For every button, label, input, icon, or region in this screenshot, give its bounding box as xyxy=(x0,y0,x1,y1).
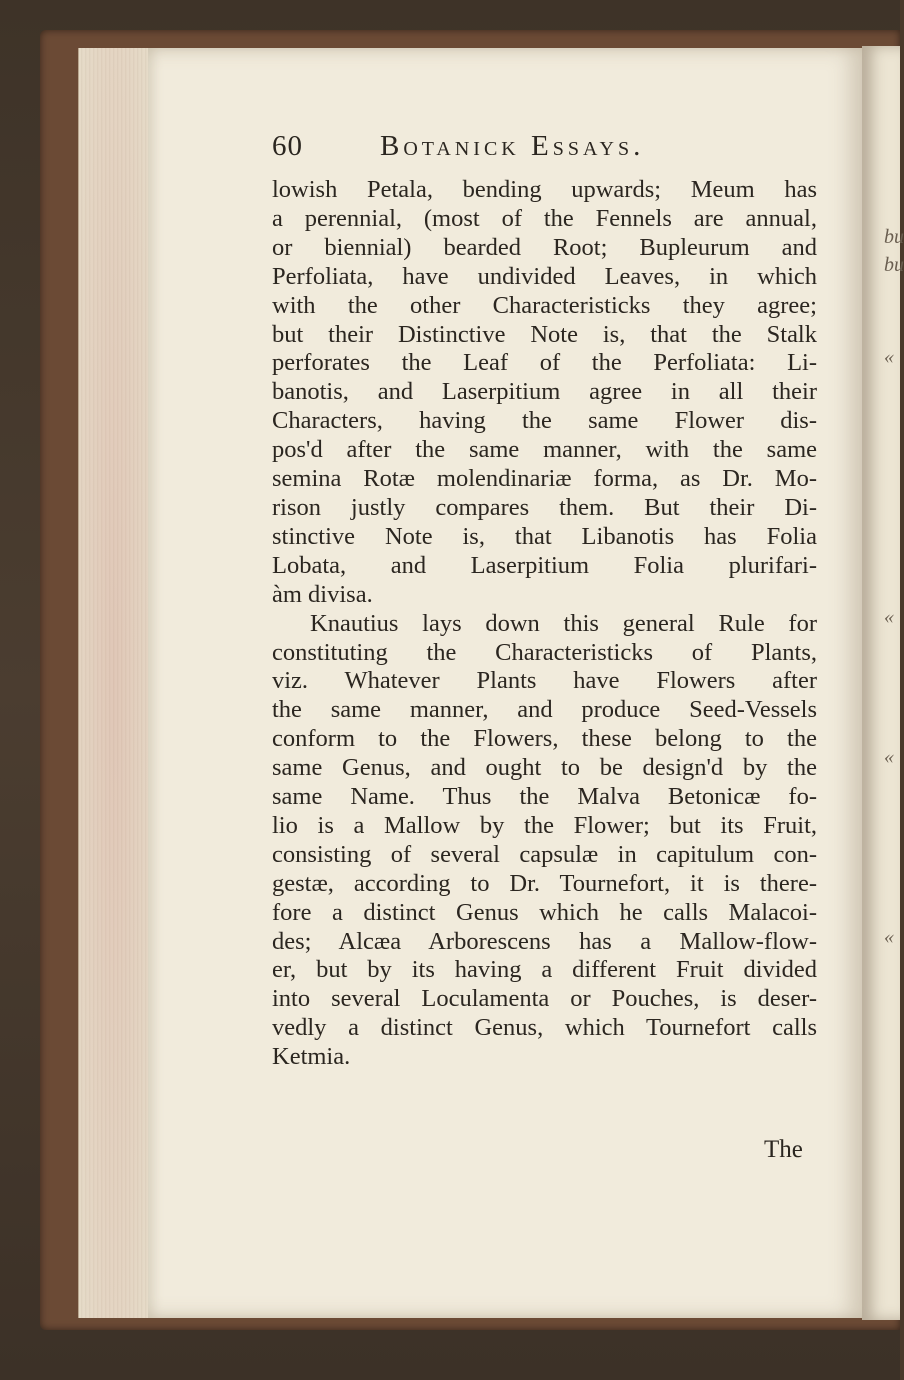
text-line: same Name. Thus the Malva Betonicæ fo- xyxy=(272,783,817,811)
text-line: stinctive Note is, that Libanotis has Folia xyxy=(272,522,817,550)
text-line: fore a distinct Genus which he calls Malacoi- xyxy=(272,898,817,926)
body-text xyxy=(272,176,817,1072)
text-line: the same manner, and produce Seed-Vessels xyxy=(272,696,817,724)
text-line: but their Distinctive Note is, that the Stalk xyxy=(272,320,817,348)
facing-page-fragment: « xyxy=(884,746,894,768)
text-line: conform to the Flowers, these belong to the xyxy=(272,725,817,753)
text-line: viz. Whatever Plants have Flowers after xyxy=(272,667,817,695)
facing-page-fragment: bu xyxy=(884,226,904,248)
page-edges xyxy=(78,48,149,1318)
facing-page-fragment: bu xyxy=(884,254,904,276)
text-line: into several Loculamenta or Pouches, is deser- xyxy=(272,985,817,1013)
text-line: same Genus, and ought to be design'd by the xyxy=(272,754,817,782)
page-number: 60 xyxy=(272,130,303,162)
text-line: a perennial, (most of the Fennels are annual, xyxy=(272,204,817,232)
facing-page-edge xyxy=(862,46,904,1320)
catchword: The xyxy=(764,1136,803,1163)
text-line: with the other Characteristicks they agree; xyxy=(272,291,817,319)
facing-page-fragment: « xyxy=(884,606,894,628)
text-line: constituting the Characteristicks of Plants, xyxy=(272,638,817,666)
running-head: Botanick Essays. xyxy=(380,130,645,162)
page-header xyxy=(272,130,832,170)
text-line: Knautius lays down this general Rule for xyxy=(310,609,817,637)
text-line: Characters, having the same Flower dis- xyxy=(272,407,817,435)
text-line: lowish Petala, bending upwards; Meum has xyxy=(272,176,817,203)
text-line: gestæ, according to Dr. Tournefort, it is there- xyxy=(272,869,817,897)
text-line: semina Rotæ molendinariæ forma, as Dr. Mo- xyxy=(272,465,817,493)
text-line: pos'd after the same manner, with the same xyxy=(272,436,817,464)
facing-page-fragment: « xyxy=(884,926,894,948)
facing-page-fragment: « xyxy=(884,346,894,368)
text-line: banotis, and Laserpitium agree in all their xyxy=(272,378,817,406)
text-line: des; Alcæa Arborescens has a Mallow-flow- xyxy=(272,927,817,955)
text-line: Ketmia. xyxy=(272,1043,351,1071)
text-line: vedly a distinct Genus, which Tournefort calls xyxy=(272,1014,817,1042)
text-line: consisting of several capsulæ in capitulum con- xyxy=(272,840,817,868)
text-line: er, but by its having a different Fruit divided xyxy=(272,956,817,984)
text-line: Lobata, and Laserpitium Folia plurifari- xyxy=(272,551,817,579)
text-line: perforates the Leaf of the Perfoliata: Li- xyxy=(272,349,817,377)
text-line: rison justly compares them. But their Di- xyxy=(272,493,817,521)
text-line: or biennial) bearded Root; Bupleurum and xyxy=(272,233,817,261)
text-line: lio is a Mallow by the Flower; but its Fruit, xyxy=(272,811,817,839)
text-line: Perfoliata, have undivided Leaves, in which xyxy=(272,262,817,290)
text-line: àm divisa. xyxy=(272,580,373,608)
